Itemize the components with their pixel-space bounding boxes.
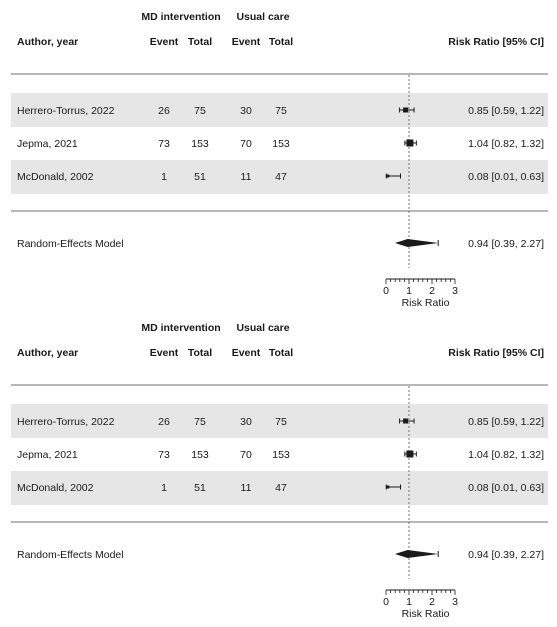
cell-total-2: 75 <box>275 416 287 428</box>
x-tick-label: 0 <box>383 285 389 297</box>
header-total-2: Total <box>268 36 294 48</box>
header-effect: Risk Ratio [95% CI] <box>448 347 544 359</box>
header-event-2: Event <box>231 36 261 48</box>
cell-total-1: 153 <box>191 449 209 461</box>
header-event-1: Event <box>149 347 179 359</box>
cell-event-1: 26 <box>158 416 170 428</box>
header-total-2: Total <box>268 347 294 359</box>
cell-total-1: 75 <box>194 416 206 428</box>
cell-event-1: 1 <box>161 482 167 494</box>
x-tick-label: 3 <box>452 285 458 297</box>
study-label: Jepma, 2021 <box>17 449 78 461</box>
x-tick-label: 1 <box>406 285 412 297</box>
summary-ci-text: 0.94 [0.39, 2.27] <box>468 549 544 561</box>
cell-total-2: 47 <box>275 482 287 494</box>
cell-event-2: 11 <box>240 171 252 183</box>
cell-total-2: 153 <box>272 449 290 461</box>
summary-label: Random-Effects Model <box>17 549 124 561</box>
x-tick-label: 0 <box>383 596 389 608</box>
header-study: Author, year <box>17 347 79 359</box>
header-effect: Risk Ratio [95% CI] <box>448 36 544 48</box>
cell-ci-text: 0.85 [0.59, 1.22] <box>468 416 544 428</box>
cell-total-1: 75 <box>194 105 206 117</box>
header-group2: Usual care <box>236 11 290 23</box>
forest-panel-1 <box>11 11 548 309</box>
x-tick-label: 1 <box>406 596 412 608</box>
point-estimate <box>403 419 408 424</box>
x-axis-title: Risk Ratio <box>401 297 450 309</box>
cell-event-1: 73 <box>158 138 170 150</box>
point-estimate <box>406 140 413 147</box>
header-event-2: Event <box>231 347 261 359</box>
cell-total-2: 75 <box>275 105 287 117</box>
cell-ci-text: 0.85 [0.59, 1.22] <box>468 105 544 117</box>
cell-event-1: 26 <box>158 105 170 117</box>
cell-total-2: 153 <box>272 138 290 150</box>
summary-ci-text: 0.94 [0.39, 2.27] <box>468 238 544 250</box>
cell-event-2: 70 <box>240 138 252 150</box>
cell-event-1: 73 <box>158 449 170 461</box>
x-tick-label: 2 <box>429 285 435 297</box>
cell-total-1: 153 <box>191 138 209 150</box>
cell-ci-text: 1.04 [0.82, 1.32] <box>468 138 544 150</box>
cell-event-2: 70 <box>240 449 252 461</box>
cell-event-2: 30 <box>240 105 252 117</box>
summary-diamond <box>395 550 438 558</box>
study-label: Jepma, 2021 <box>17 138 78 150</box>
forest-panel-2 <box>11 322 548 620</box>
header-event-1: Event <box>149 36 179 48</box>
point-estimate <box>386 175 389 178</box>
summary-label: Random-Effects Model <box>17 238 124 250</box>
cell-ci-text: 0.08 [0.01, 0.63] <box>468 171 544 183</box>
cell-event-2: 30 <box>240 416 252 428</box>
point-estimate <box>406 451 413 458</box>
study-label: Herrero-Torrus, 2022 <box>17 416 115 428</box>
cell-event-1: 1 <box>161 171 167 183</box>
x-axis-title: Risk Ratio <box>401 608 450 620</box>
cell-total-2: 47 <box>275 171 287 183</box>
study-label: Herrero-Torrus, 2022 <box>17 105 115 117</box>
cell-ci-text: 0.08 [0.01, 0.63] <box>468 482 544 494</box>
cell-total-1: 51 <box>194 482 206 494</box>
study-label: McDonald, 2002 <box>17 171 94 183</box>
cell-event-2: 11 <box>240 482 252 494</box>
cell-ci-text: 1.04 [0.82, 1.32] <box>468 449 544 461</box>
cell-total-1: 51 <box>194 171 206 183</box>
header-group1: MD intervention <box>141 322 221 334</box>
point-estimate <box>403 108 408 113</box>
header-total-1: Total <box>187 347 213 359</box>
summary-diamond <box>395 239 438 247</box>
header-study: Author, year <box>17 36 79 48</box>
header-group1: MD intervention <box>141 11 221 23</box>
header-group2: Usual care <box>236 322 290 334</box>
point-estimate <box>386 486 389 489</box>
study-label: McDonald, 2002 <box>17 482 94 494</box>
x-tick-label: 3 <box>452 596 458 608</box>
x-tick-label: 2 <box>429 596 435 608</box>
header-total-1: Total <box>187 36 213 48</box>
